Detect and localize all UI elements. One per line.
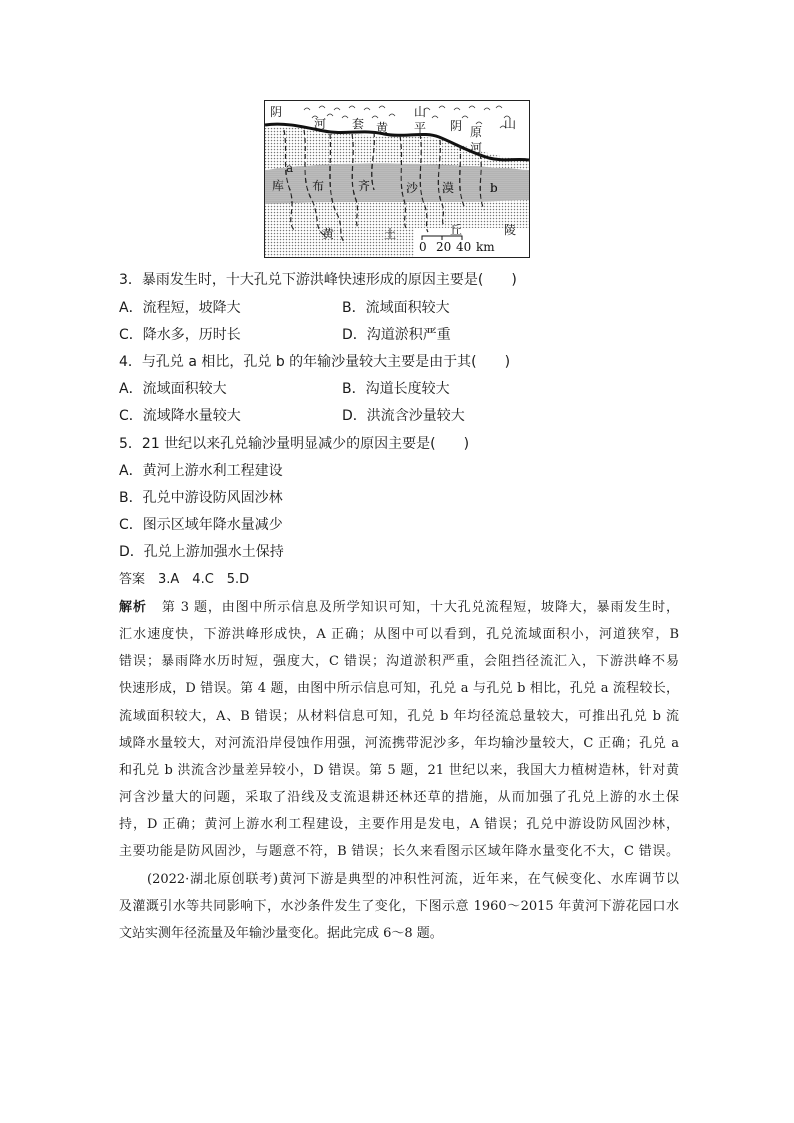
q3-option-c: C．降水多，历时长	[119, 327, 241, 343]
svg-text:km: km	[476, 240, 495, 254]
explanation-line-7: 和孔兑 b 洪流含沙量差异较小，D 错误。第 5 题，21 世纪以来，我国大力植树造林，针对黄	[119, 763, 679, 778]
q4-option-a: A．流域面积较大	[119, 381, 227, 397]
map-label-huang: 黄	[376, 121, 389, 135]
intro-line-2: 及灌溉引水等共同影响下，水沙条件发生了变化，下图示意 1960～2015 年黄河下游花园口水	[119, 899, 679, 914]
explanation-line-10: 主要功能是防风固沙，与题意不符，B 错误；长久来看图示区域年降水量变化不大，C 错误。	[119, 844, 679, 859]
explanation-line-2: 汇水速度快，下游洪峰形成快，A 正确；从图中可以看到，孔兑流域面积小，河道狭窄，B	[119, 627, 679, 642]
map-label-tu: 土	[384, 227, 397, 241]
q5-option-c: C．图示区域年降水量减少	[119, 517, 283, 533]
explanation-text-1: 第 3 题，由图中所示信息及所学知识可知，十大孔兑流程短，坡降大，暴雨发生时，	[161, 600, 679, 615]
q4-option-b: B．沟道长度较大	[342, 381, 450, 397]
map-label-bu: 布	[312, 179, 325, 193]
map-svg	[264, 100, 530, 258]
map-figure	[264, 100, 530, 258]
q3-option-a: A．流程短，坡降大	[119, 300, 241, 316]
q5-option-d: D．孔兑上游加强水土保持	[119, 544, 284, 560]
map-label-yin: 阴	[270, 105, 283, 119]
map-label-mo: 漠	[442, 181, 455, 195]
intro-text-1: 黄河下游是典型的冲积性河流，近年来，在气候变化、水库调节以	[278, 872, 679, 887]
intro-source: (2022·湖北原创联考)	[147, 872, 279, 887]
explanation-line-1	[119, 594, 679, 622]
intro-line-3: 文站实测年径流量及年输沙量变化。据此完成 6～8 题。	[119, 926, 443, 941]
intro-line-1	[119, 866, 679, 894]
q5-option-a: A．黄河上游水利工程建设	[119, 463, 283, 479]
svg-text:40: 40	[456, 240, 472, 254]
map-label-ling: 陵	[504, 223, 517, 237]
map-label-yin2: 阴	[450, 119, 463, 133]
explanation-line-6: 域降水量较大，对河流沿岸侵蚀作用强，河流携带泥沙多，年均输沙量较大，C 正确；孔兑 a	[119, 736, 679, 751]
svg-text:20: 20	[436, 240, 452, 254]
map-label-qi: 齐	[358, 179, 371, 193]
map-label-shan2: 山	[504, 117, 517, 131]
map-label-huang2: 黄	[322, 227, 335, 241]
q5-option-b: B．孔兑中游设防风固沙林	[119, 490, 283, 506]
map-label-qiu: 丘	[450, 223, 463, 237]
map-label-sha: 沙	[406, 181, 419, 195]
map-label-he2: 河	[470, 141, 483, 155]
explanation-line-8: 河含沙量大的问题，采取了沿线及支流退耕还林还草的措施，从而加强了孔兑上游的水土保	[119, 790, 679, 805]
map-label-ku: 库	[272, 179, 285, 193]
q4-option-d: D．洪流含沙量较大	[342, 408, 465, 424]
map-label-a: a	[286, 161, 294, 175]
map-label-b: b	[490, 181, 498, 195]
q4-option-c: C．流域降水量较大	[119, 408, 241, 424]
explanation-line-4: 快速形成，D 错误。第 4 题，由图中所示信息可知，孔兑 a 与孔兑 b 相比，孔兑 a 流程较长，	[119, 681, 679, 696]
map-label-ping: 平	[414, 121, 427, 135]
map-label-yuan: 原	[470, 125, 483, 139]
explanation-line-3: 错误；暴雨降水历时短，强度大，C 错误；沟道淤积严重，会阻挡径流汇入，下游洪峰不易	[119, 654, 679, 669]
q3-option-b: B．流域面积较大	[342, 300, 450, 316]
svg-text:0: 0	[419, 240, 427, 254]
answer-line: 答案 3.A 4.C 5.D	[119, 572, 250, 587]
explanation-line-9: 持，D 正确；黄河上游水利工程建设，主要作用是发电，A 错误；孔兑中游设防风固沙林，	[119, 817, 679, 832]
map-label-he: 河	[314, 117, 327, 131]
question-3-stem: 3．暴雨发生时，十大孔兑下游洪峰快速形成的原因主要是( )	[119, 272, 517, 288]
q3-option-d: D．沟道淤积严重	[342, 327, 451, 343]
question-5-stem: 5．21 世纪以来孔兑输沙量明显减少的原因主要是( )	[119, 436, 470, 452]
explanation-line-5: 流域面积较大，A、B 错误；从材料信息可知，孔兑 b 年均径流总量较大，可推出孔兑 b 流	[119, 709, 679, 724]
map-label-tao: 套	[352, 117, 365, 131]
question-4-stem: 4．与孔兑 a 相比，孔兑 b 的年输沙量较大主要是由于其( )	[119, 354, 511, 370]
map-label-shan: 山	[414, 105, 427, 119]
explanation-label: 解析	[119, 600, 147, 615]
